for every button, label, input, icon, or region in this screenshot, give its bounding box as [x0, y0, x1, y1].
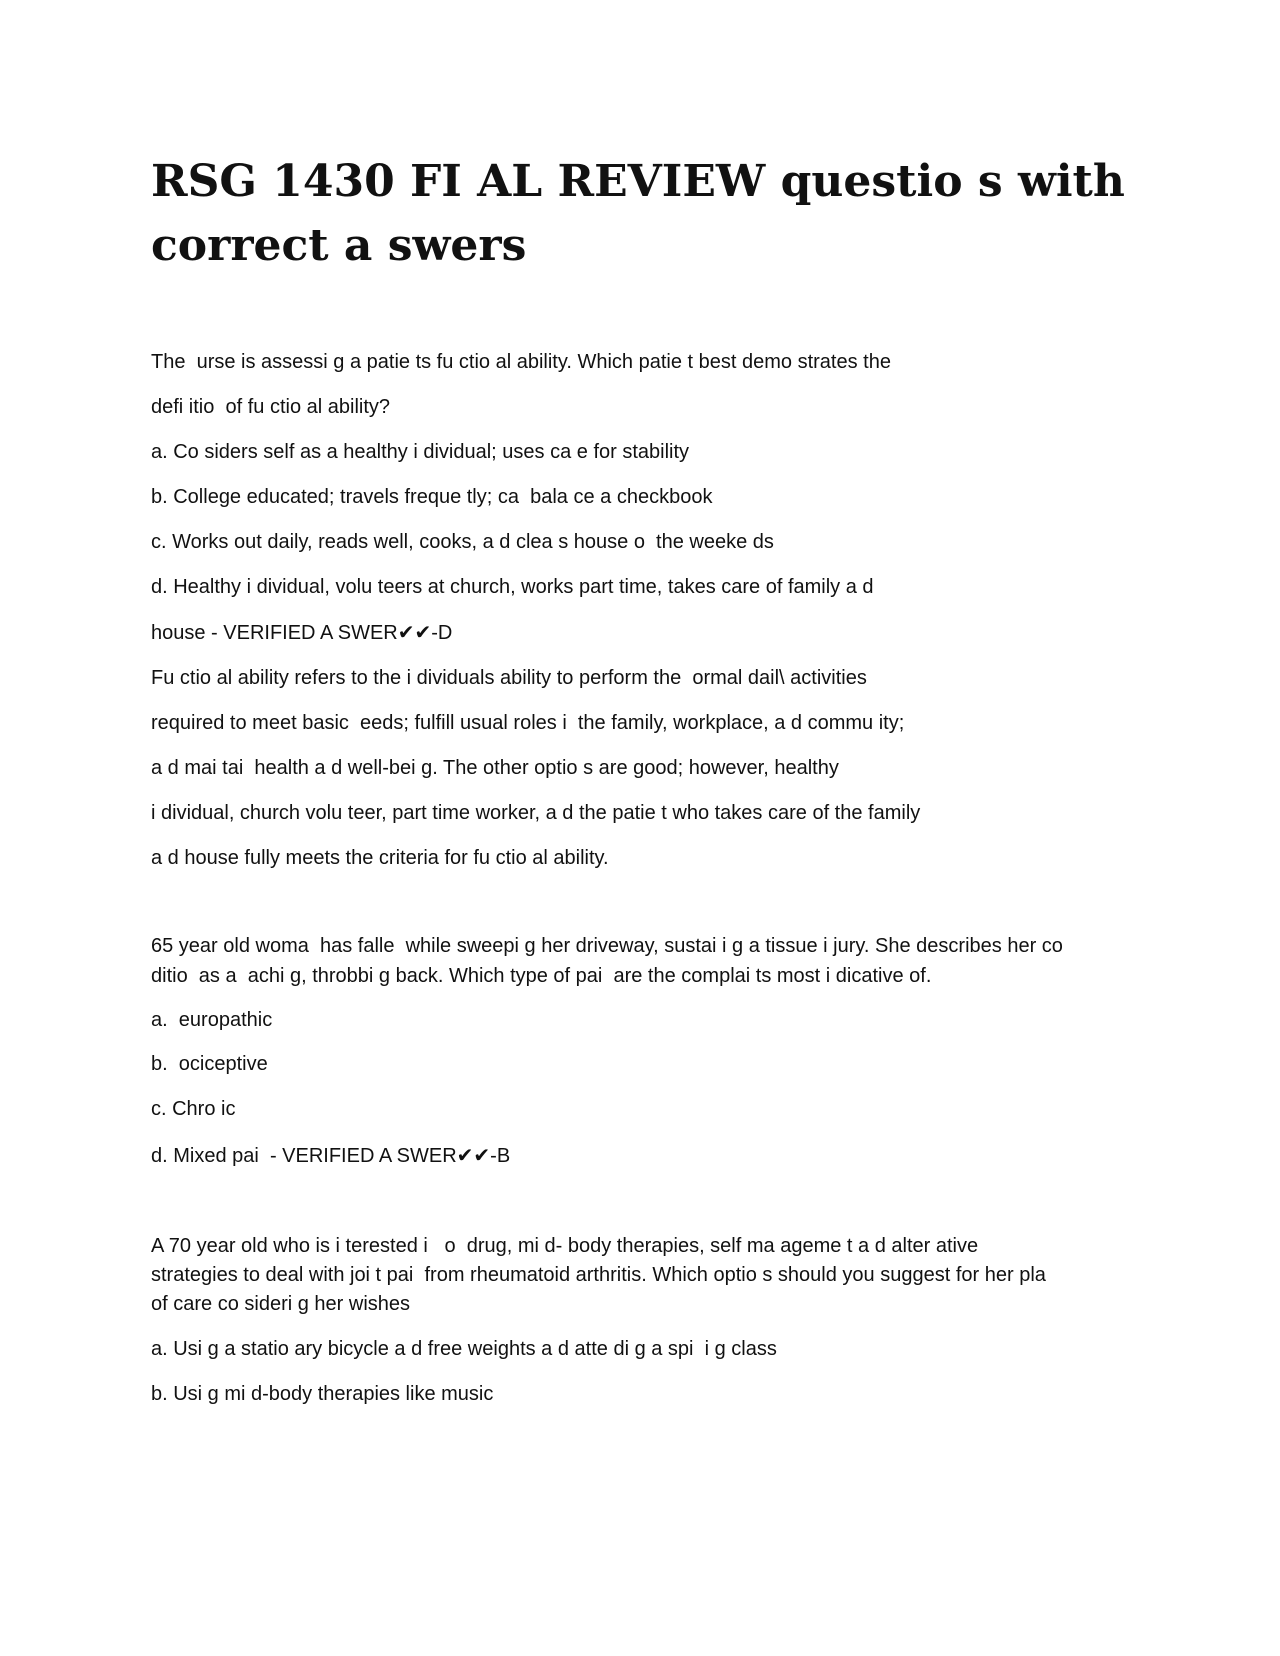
document-title: RSG 1430 FI AL REVIEW questio s with correct a swers	[151, 156, 1141, 271]
q1-option-c: c. Works out daily, reads well, cooks, a d clea s house o the weeke ds	[151, 531, 774, 553]
q2-stem-line-2: ditio as a achi g, throbbi g back. Which type of pai are the complai ts most i dicative of.	[151, 965, 932, 987]
q3-option-b: b. Usi g mi d-body therapies like music	[151, 1383, 494, 1405]
q2-stem-line-1: 65 year old woma has falle while sweepi g her driveway, sustai i g a tissue i jury. She describes her co	[151, 935, 1063, 957]
q3-stem-line-1: A 70 year old who is i terested i o drug, mi d- body therapies, self ma ageme t a d alter ative	[151, 1235, 979, 1257]
q1-stem-line-2: defi itio of fu ctio al ability?	[151, 396, 391, 418]
q3-stem-line-3: of care co sideri g her wishes	[151, 1293, 411, 1315]
q2-option-a: a. europathic	[151, 1009, 273, 1031]
q1-answer-line: house - VERIFIED A SWER✔✔-D	[151, 622, 453, 644]
q1-stem-line-1: The urse is assessi g a patie ts fu ctio al ability. Which patie t best demo strates the	[151, 351, 891, 373]
q3-option-a: a. Usi g a statio ary bicycle a d free weights a d atte di g a spi i g class	[151, 1338, 777, 1360]
q2-option-b: b. ociceptive	[151, 1053, 268, 1075]
q1-rationale-line-1: Fu ctio al ability refers to the i dividuals ability to perform the ormal dail\ activities	[151, 667, 867, 689]
q1-option-a: a. Co siders self as a healthy i dividual; uses ca e for stability	[151, 441, 690, 463]
q1-option-b: b. College educated; travels freque tly; ca bala ce a checkbook	[151, 486, 713, 508]
q3-stem-line-2: strategies to deal with joi t pai from rheumatoid arthritis. Which optio s should you suggest for her pla	[151, 1264, 1046, 1286]
q1-rationale-line-5: a d house fully meets the criteria for fu ctio al ability.	[151, 847, 609, 869]
q2-option-c: c. Chro ic	[151, 1098, 236, 1120]
q1-rationale-line-4: i dividual, church volu teer, part time worker, a d the patie t who takes care of the family	[151, 802, 921, 824]
q1-rationale-line-2: required to meet basic eeds; fulfill usual roles i the family, workplace, a d commu ity;	[151, 712, 905, 734]
q1-option-d-line-1: d. Healthy i dividual, volu teers at church, works part time, takes care of family a d	[151, 576, 874, 598]
q2-option-d-answer: d. Mixed pai - VERIFIED A SWER✔✔-B	[151, 1145, 511, 1167]
q1-rationale-line-3: a d mai tai health a d well-bei g. The other optio s are good; however, healthy	[151, 757, 839, 779]
